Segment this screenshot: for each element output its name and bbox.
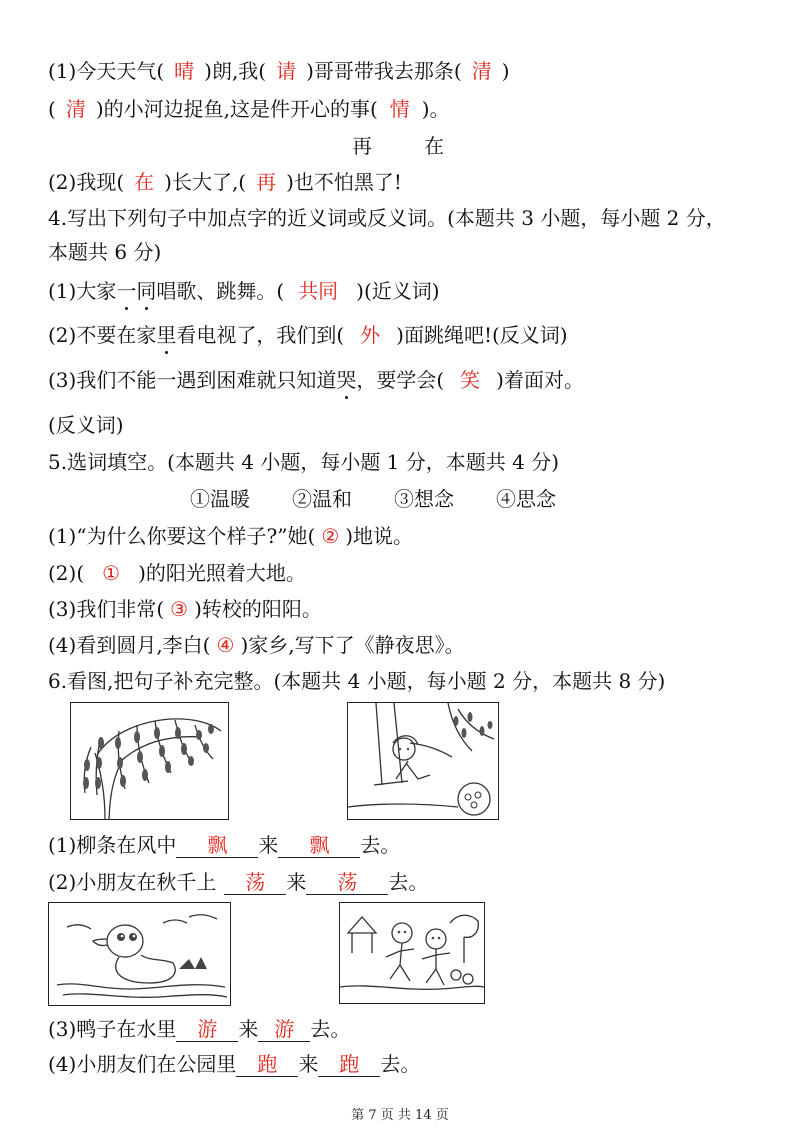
answer-1: 清 bbox=[65, 97, 86, 121]
text: (1)今天天气( bbox=[48, 59, 165, 83]
text: (1)大家 bbox=[48, 279, 117, 303]
page-footer: 第 7 页 共 14 页 bbox=[351, 1108, 449, 1123]
dotted-char: 哭 bbox=[336, 368, 357, 392]
text: 6.看图,把句子补充完整。(本题共 4 小题，每小题 2 分，本题共 8 分) bbox=[48, 669, 666, 693]
answer-1: 外 bbox=[360, 323, 381, 347]
text: (2)不要在家 bbox=[48, 323, 157, 347]
q6-line-1 bbox=[48, 832, 400, 858]
q3-line-3 bbox=[48, 169, 402, 195]
answer-2: 再 bbox=[256, 170, 277, 194]
text: 去。 bbox=[388, 870, 429, 894]
text: 去。 bbox=[380, 1052, 421, 1076]
text: 去。 bbox=[310, 1017, 351, 1041]
answer-3: 清 bbox=[471, 59, 492, 83]
text: )。 bbox=[421, 97, 450, 121]
answer-1: ④ bbox=[216, 633, 235, 657]
text: 来 bbox=[238, 1017, 259, 1041]
text: ( bbox=[48, 97, 56, 121]
swing-picture bbox=[347, 702, 499, 820]
answer-1: 荡 bbox=[224, 870, 286, 895]
text: 来 bbox=[258, 833, 279, 857]
q5-line-1 bbox=[48, 523, 413, 549]
answer-2: 跑 bbox=[318, 1052, 380, 1077]
answer-1: 在 bbox=[134, 170, 155, 194]
q5-options bbox=[190, 486, 556, 512]
answer-1: ② bbox=[321, 524, 340, 548]
dotted-char: 里 bbox=[156, 323, 177, 347]
text: )转校的阳阳。 bbox=[194, 597, 322, 621]
text: 去。 bbox=[360, 833, 401, 857]
dotted-char: 同 bbox=[136, 279, 157, 303]
duck-picture bbox=[48, 902, 231, 1006]
text: )朗,我( bbox=[204, 59, 267, 83]
option-4: ④思念 bbox=[496, 487, 556, 511]
option-2: ②温和 bbox=[292, 487, 352, 511]
answer-2: 荡 bbox=[306, 870, 388, 895]
answer-1: 笑 bbox=[460, 368, 481, 392]
text: )的阳光照着大地。 bbox=[138, 561, 306, 585]
text: )地说。 bbox=[345, 524, 414, 548]
answer-2: 情 bbox=[389, 97, 410, 121]
q4-line-2 bbox=[48, 322, 568, 348]
text: 本题共 6 分) bbox=[48, 240, 162, 264]
answer-2: 游 bbox=[258, 1017, 310, 1042]
text: )的小河边捉鱼,这是件开心的事( bbox=[95, 97, 378, 121]
text: 来 bbox=[298, 1052, 319, 1076]
q6-line-2 bbox=[48, 869, 428, 895]
willow-picture bbox=[70, 702, 229, 820]
text: (3)我们非常( bbox=[48, 597, 165, 621]
text: ，要学会( bbox=[356, 368, 445, 392]
text: (反义词) bbox=[48, 413, 124, 437]
dotted-char: 一 bbox=[116, 279, 137, 303]
text: )面跳绳吧!(反义词) bbox=[396, 323, 568, 347]
park-picture bbox=[339, 902, 485, 1004]
answer-2: 飘 bbox=[278, 833, 360, 858]
q6-line-4 bbox=[48, 1051, 420, 1077]
text: (1)“为什么你要这个样子?”她( bbox=[48, 524, 316, 548]
q4-line-3 bbox=[48, 367, 584, 393]
option-2: 在 bbox=[424, 134, 444, 158]
text: )长大了,( bbox=[164, 170, 247, 194]
option-3: ③想念 bbox=[394, 487, 454, 511]
text: 来 bbox=[286, 870, 307, 894]
text: )哥哥带我去那条( bbox=[306, 59, 462, 83]
swing-icon bbox=[348, 703, 498, 819]
q3-line-1 bbox=[48, 58, 510, 84]
q5-line-4 bbox=[48, 632, 465, 658]
text: 唱歌、跳舞。( bbox=[156, 279, 285, 303]
text: (4)小朋友们在公园里 bbox=[48, 1052, 237, 1076]
answer-1: 游 bbox=[176, 1017, 238, 1042]
text: (2)( bbox=[48, 561, 85, 585]
q3-line-2 bbox=[48, 96, 450, 122]
q5-line-2 bbox=[48, 560, 306, 586]
text: (3)我们不能一遇到困难就只知道 bbox=[48, 368, 337, 392]
text: (2)我现( bbox=[48, 170, 125, 194]
q6-title bbox=[48, 668, 665, 694]
q4-title bbox=[48, 205, 726, 231]
text: 看电视了，我们到( bbox=[176, 323, 345, 347]
text: ) bbox=[501, 59, 510, 83]
option-1: 再 bbox=[352, 134, 372, 158]
answer-1: ③ bbox=[170, 597, 189, 621]
q6-line-3 bbox=[48, 1016, 350, 1042]
text: 5.选词填空。(本题共 4 小题，每小题 1 分，本题共 4 分) bbox=[48, 450, 560, 474]
kids-running-icon bbox=[340, 903, 484, 1003]
answer-1: 跑 bbox=[236, 1052, 298, 1077]
answer-1: ① bbox=[102, 561, 121, 585]
duck-icon bbox=[49, 903, 230, 1005]
text: )着面对。 bbox=[496, 368, 584, 392]
answer-1: 飘 bbox=[176, 833, 258, 858]
text: (1)柳条在风中 bbox=[48, 833, 177, 857]
answer-2: 请 bbox=[276, 59, 297, 83]
option-1: ①温暖 bbox=[190, 487, 250, 511]
text: )(近义词) bbox=[356, 279, 440, 303]
answer-1: 共同 bbox=[298, 279, 339, 303]
q5-line-3 bbox=[48, 596, 322, 622]
q4-line-1 bbox=[48, 278, 440, 304]
q4-line-4 bbox=[48, 412, 124, 438]
answer-1: 晴 bbox=[174, 59, 195, 83]
q4-title-2 bbox=[48, 239, 161, 265]
q5-title bbox=[48, 449, 559, 475]
q3-options bbox=[352, 133, 444, 159]
text: (2)小朋友在秋千上 bbox=[48, 870, 217, 894]
text: (4)看到圆月,李白( bbox=[48, 633, 211, 657]
text: (3)鸭子在水里 bbox=[48, 1017, 177, 1041]
text: )也不怕黑了! bbox=[286, 170, 402, 194]
text: 4.写出下列句子中加点字的近义词或反义词。(本题共 3 小题，每小题 2 分， bbox=[48, 206, 726, 230]
text: )家乡,写下了《静夜思》。 bbox=[240, 633, 465, 657]
willow-icon bbox=[71, 703, 228, 819]
